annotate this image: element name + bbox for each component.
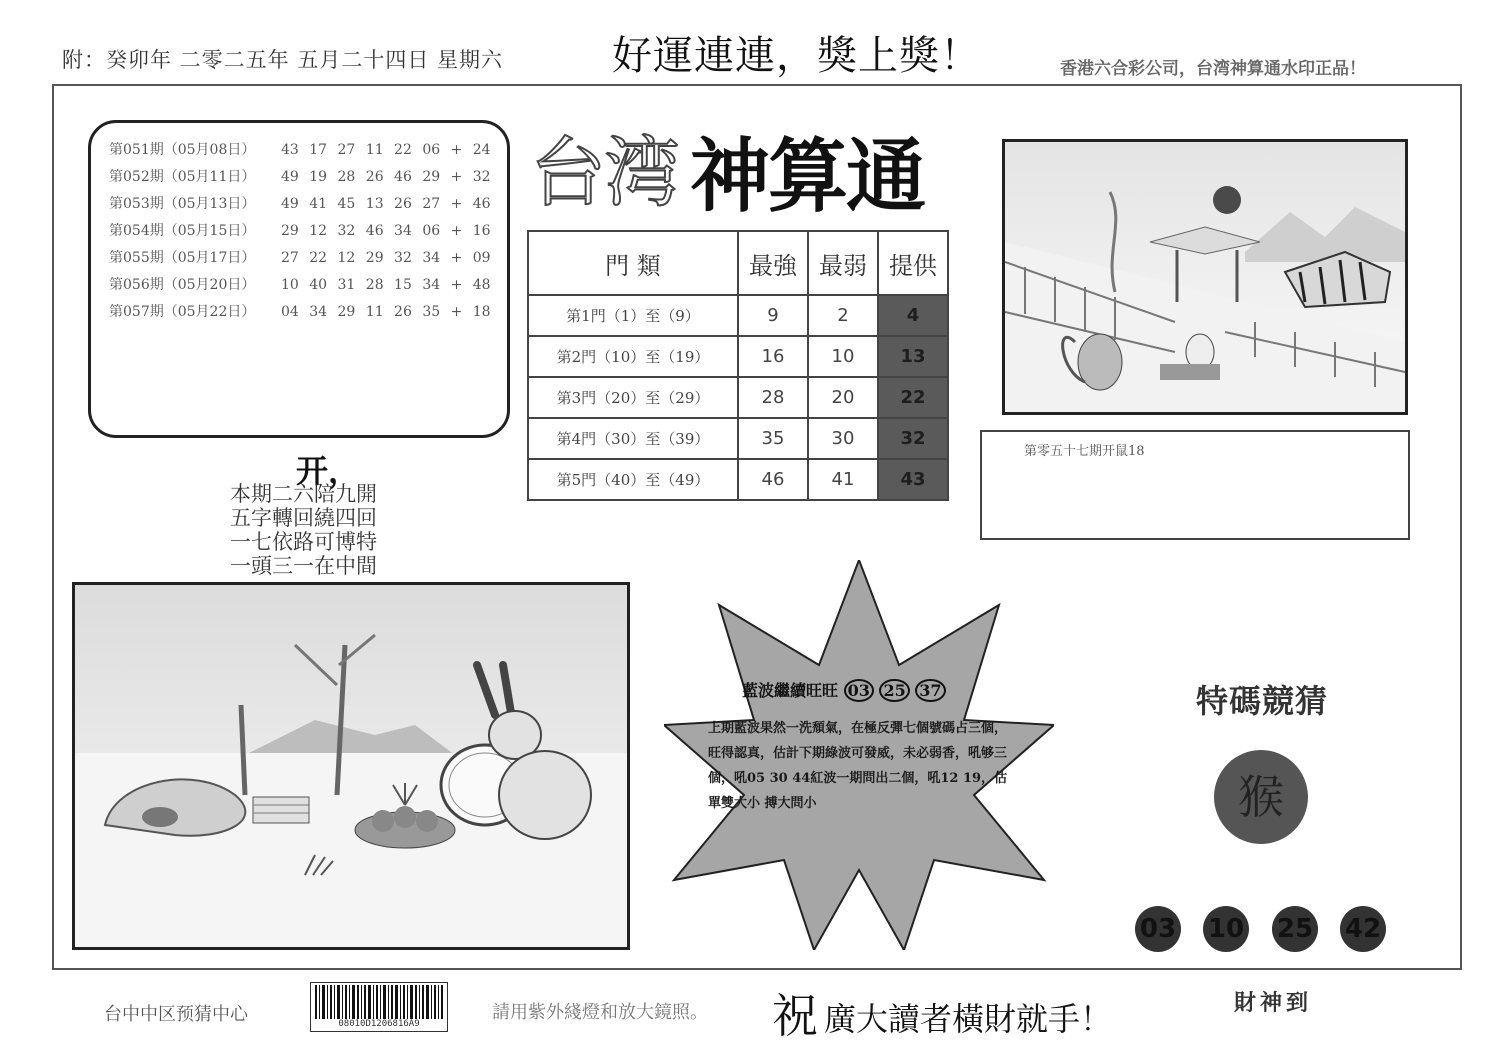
history-row [109,301,491,321]
strongest-value: 28 [738,377,808,418]
guess-number-ball: 42 [1340,906,1386,952]
history-row [109,166,491,186]
zodiac-ball: 猴 [1214,750,1308,844]
open-label: 开， [296,452,361,490]
rooster-tiger-illustration [1002,139,1408,415]
history-row [109,193,491,213]
result-note-box [980,430,1410,540]
barcode [310,982,448,1032]
strongest-value: 9 [738,295,808,336]
history-numbers: 43 17 27 11 22 06 + 24 [281,142,491,158]
door-label: 第4門（30）至（39） [528,418,738,459]
door-label: 第2門（10）至（19） [528,336,738,377]
history-row [109,139,491,159]
header-provide: 提供 [878,231,948,295]
poem-line: 一七依路可博特 [230,530,377,554]
history-numbers: 49 19 28 26 46 29 + 32 [281,169,491,185]
history-period: 第057期（05月22日） [109,304,256,320]
logo-bold-text: 神算通 [690,129,924,223]
history-period: 第054期（05月15日） [109,223,256,239]
history-row [109,274,491,294]
history-row [109,220,491,240]
provide-value: 13 [878,336,948,377]
history-numbers: 29 12 32 46 34 06 + 16 [281,223,491,239]
star-headline-number: 37 [915,679,945,702]
strongest-value: 16 [738,336,808,377]
blessing-zhu-char: 祝 [772,989,818,1043]
table-row [528,377,948,418]
history-numbers: 27 22 12 29 32 34 + 09 [281,250,491,266]
history-numbers: 49 41 45 13 26 27 + 46 [281,196,491,212]
blessing-text: 廣大讀者橫財就手！ [824,1000,1113,1038]
uv-light-note: 請用紫外綫燈和放大鏡照。 [492,1002,708,1023]
caishen-text: 財神到 [1234,990,1313,1016]
history-period: 第051期（05月08日） [109,142,256,158]
weakest-value: 20 [808,377,878,418]
rabbit-illustration [72,582,630,950]
history-numbers: 04 34 29 11 26 35 + 18 [281,304,491,320]
header-category: 門 類 [528,231,738,295]
history-period: 第053期（05月13日） [109,196,256,212]
star-headline-number: 03 [844,679,874,702]
door-table [527,230,949,501]
strongest-value: 35 [738,418,808,459]
poem-line: 一頭三一在中間 [230,554,377,578]
star-headline-text: 藍波繼續旺旺 [742,681,839,700]
provide-value: 22 [878,377,948,418]
table-row [528,336,948,377]
provide-value: 32 [878,418,948,459]
table-row [528,459,948,500]
slogan-heading: 好運連連，獎上獎！ [612,33,981,79]
center-name: 台中中区预猜中心 [104,1004,248,1025]
table-row [528,295,948,336]
table-row [528,418,948,459]
poem-line: 五字轉回繞四回 [230,506,377,530]
poem-block [230,482,377,578]
star-headline [742,678,946,701]
door-label: 第1門（1）至（9） [528,295,738,336]
history-panel [88,120,510,438]
barcode-text: 08010D1206816A9 [338,1019,420,1029]
result-note-text: 第零五十七期开鼠18 [1024,444,1145,459]
date-line: 附：癸卯年 二零二五年 五月二十四日 星期六 [62,48,504,72]
guess-number-ball: 25 [1272,906,1318,952]
header-strongest: 最強 [738,231,808,295]
history-period: 第056期（05月20日） [109,277,256,293]
door-table-header [528,231,948,295]
door-label: 第3門（20）至（29） [528,377,738,418]
guess-number-ball: 10 [1203,906,1249,952]
header-weakest: 最弱 [808,231,878,295]
history-row [109,247,491,267]
door-label: 第5門（40）至（49） [528,459,738,500]
star-body-text: 上期藍波果然一洗頹氣，在極反彈七個號碼占三個，旺得認真，估計下期綠波可發威，未必弱香，吼够三個，吼05 30 44紅波一期問出二個，吼12 19，估單雙大小 搏大問小 [708,721,1008,811]
guess-number-ball: 03 [1135,906,1181,952]
history-period: 第055期（05月17日） [109,250,256,266]
strongest-value: 46 [738,459,808,500]
weakest-value: 30 [808,418,878,459]
star-headline-number: 25 [879,679,909,702]
poem-line: 本期二六陪九開 [230,482,377,506]
history-period: 第052期（05月11日） [109,169,256,185]
special-number-guess-title: 特碼競猜 [1196,682,1329,720]
weakest-value: 41 [808,459,878,500]
provide-value: 4 [878,295,948,336]
logo-light-text: 台湾 [530,128,678,217]
history-numbers: 10 40 31 28 15 34 + 48 [281,277,491,293]
provide-value: 43 [878,459,948,500]
weakest-value: 10 [808,336,878,377]
weakest-value: 2 [808,295,878,336]
company-watermark-text: 香港六合彩公司，台湾神算通水印正品！ [1060,59,1366,79]
